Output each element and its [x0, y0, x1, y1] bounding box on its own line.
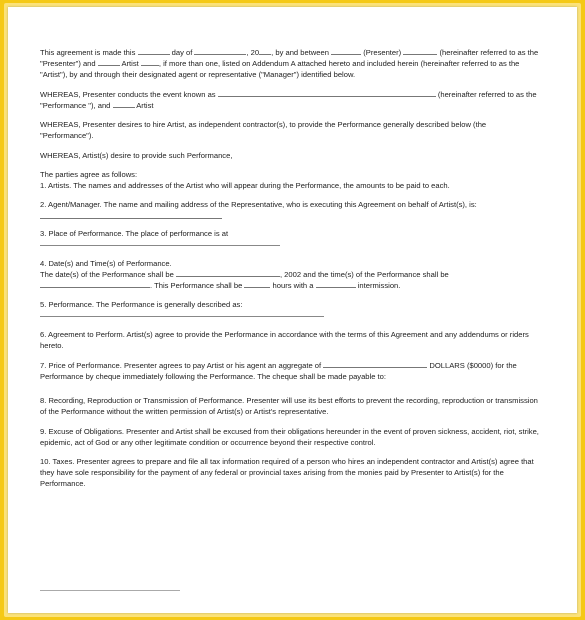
whereas-1: WHEREAS, Presenter conducts the event known as (hereinafter referred to as the "Performance "), and Artist [40, 89, 537, 110]
whereas-3: WHEREAS, Artist(s) desire to provide such Performance, [40, 150, 233, 160]
presenter-extra-blank[interactable] [403, 54, 437, 55]
performance-date-blank[interactable] [176, 276, 280, 277]
agent-address-blank[interactable] [40, 218, 222, 219]
section-3: 3. Place of Performance. The place of performance is at [40, 228, 229, 238]
section-2: 2. Agent/Manager. The name and mailing address of the Representative, who is executing this Agreement on behalf of Artist(s), is: [40, 199, 540, 221]
whereas-2: WHEREAS, Presenter desires to hire Artist, as independent contractor(s), to provide the Performance generally described below (the "Performance"). [40, 120, 487, 141]
section-1: 1. Artists. The names and addresses of the Artist who will appear during the Performance, the amounts to be paid to each. [40, 181, 450, 191]
place-blank[interactable] [40, 245, 280, 246]
month-blank[interactable] [194, 54, 246, 55]
performance-description-blank[interactable] [40, 316, 324, 317]
page-bottom-rule [40, 590, 180, 591]
intro-paragraph: This agreement is made this day of , 20 , by and between (Presenter) (hereinafter referred to as the "Presenter") and Artist , if more than one, listed on Addendum A attached hereto and included herein (hereinafter referred to as the "Artist"), by and through their designated agent or representative ("Manager") identified below. [40, 48, 539, 80]
agreement-body [40, 47, 540, 498]
event-name-blank[interactable] [218, 96, 436, 97]
section-8: 8. Recording, Reproduction or Transmission of Performance. Presenter will use its best efforts to prevent the recording, reproduction or transmission of the Performance without the written permission of Artist(s) or Artist's representative. [40, 396, 538, 417]
section-5: 5. Performance. The Performance is generally described as: [40, 300, 243, 310]
whereas-artist-blank[interactable] [113, 107, 135, 108]
parties-intro: The parties agree as follows: [40, 169, 138, 179]
artist-extra-blank[interactable] [141, 65, 159, 66]
section-4: The date(s) of the Performance shall be , 2002 and the time(s) of the Performance shall be . This Performance shall be hours with a intermission. [40, 269, 449, 290]
intermission-blank[interactable] [316, 287, 356, 288]
day-blank[interactable] [138, 54, 170, 55]
section-9: 9. Excuse of Obligations. Presenter and Artist shall be excused from their obligations hereunder in the event of proven sickness, accident, riot, strike, epidemic, act of God or any other legitimate condition or occurrence beyond their respective control. [40, 426, 539, 447]
performance-time-blank[interactable] [40, 287, 150, 288]
section-4-heading: 4. Date(s) and Time(s) of Performance. [40, 258, 172, 268]
section-10: 10. Taxes. Presenter agrees to prepare and file all tax information required of a person who hires an independent contractor and Artist(s) agree that they have sole responsibility for the payment of any federal or provincial taxes arising from the monies paid by Presenter to Artist(s) for the Performance. [40, 457, 534, 489]
year-blank[interactable] [259, 54, 271, 55]
artist-name-blank[interactable] [98, 65, 120, 66]
hours-blank[interactable] [244, 287, 270, 288]
amount-blank[interactable] [323, 367, 427, 368]
section-7: 7. Price of Performance. Presenter agrees to pay Artist or his agent an aggregate of DOLLARS ($0000) for the Performance by cheque immediately following the Performance. The cheque shall be made payable to: [40, 360, 517, 381]
section-6: 6. Agreement to Perform. Artist(s) agree to provide the Performance in accordance with the terms of this Agreement and any addendums or riders hereto. [40, 330, 529, 351]
presenter-name-blank[interactable] [331, 54, 361, 55]
